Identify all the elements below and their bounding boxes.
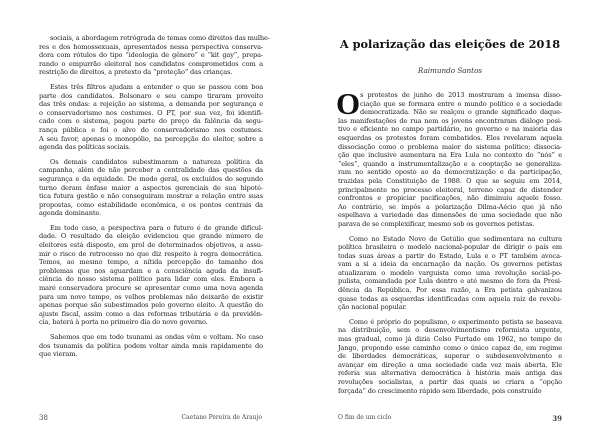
text-line: espelhava a variedade das dimensões de uma sociedade que não: [338, 211, 562, 220]
text-line: ção que inclusive aumentara na Era Lula no contexto do “nós” e: [338, 151, 562, 160]
text-line: parava de se complexificar, mesmo sob os governos petistas.: [338, 219, 535, 228]
text-line: Em todo caso, a perspectiva para o futuro é de grande dificul-: [50, 223, 263, 232]
text-line: na distribuição, sem o desenvolvimentismo reformista urgente,: [338, 326, 562, 335]
text-line: propostas, como estabilidade econômica, e os pontos centrais da: [39, 200, 263, 209]
text-line: ciência do nosso sistema político para lidar com eles. Embora a: [39, 275, 263, 284]
text-line: avançar em direção a uma sociedade cada vez mais aberta. Ele: [338, 360, 562, 369]
text-line: eleitores está disposto, em prol de determinados objetivos, a assu-: [39, 241, 263, 250]
text-line: democratizada. Não se realçou o grande significado daque-: [360, 108, 562, 117]
paragraph: [39, 224, 263, 327]
text-line: Como é próprio do populismo, o experimento petista se baseava: [349, 317, 562, 326]
text-line: sociais, a abordagem retrógrada de temas como direitos das mulhe-: [50, 34, 270, 42]
paragraph: [39, 83, 263, 152]
chapter-title: A polarização das eleições de 2018: [339, 37, 561, 51]
text-line: mas gradual, como já dizia Celso Furtado em 1962, no tempo de: [338, 335, 562, 344]
paragraph: [39, 158, 263, 218]
text-line: dissociação como o problema maior do sistema político; dissocia-: [338, 142, 562, 151]
text-line: rando o empurrão eleitoral nos candidatos comprometidos com a: [39, 59, 263, 68]
text-line: quase todas as esquerdas identificadas com aquela raiz de revolu-: [338, 294, 562, 303]
right-running-footer: O fim de um ciclo: [338, 414, 392, 421]
text-line: confrontos e propiciar pacificações, não diminuiu aquele fosso.: [338, 194, 562, 203]
text-line: dora com rótulos do tipo “ideologia de gênero” e “kit gay”, prepa-: [39, 51, 263, 60]
text-line: ajuste fiscal, assim como a das reformas tributária e da previdên-: [39, 309, 263, 318]
text-line: dos tsunamis da política podem voltar ainda mais rapidamente do: [39, 341, 263, 350]
text-line: s protestos de junho de 2013 mostraram a imensa disso-: [360, 91, 562, 99]
text-line: restrição de direitos, a pretexto da “proteção” das crianças.: [39, 68, 233, 77]
text-line: de liberdades democráticas, superar o subdesenvolvimento e: [338, 352, 562, 361]
text-line: Estes três filtros ajudam a entender o que se passou com boa: [50, 82, 263, 91]
text-line: apenas porque são subestimados pelo governo eleito. A questão do: [39, 301, 263, 310]
text-line: trazidas pela Constituição de 1988. O que se seguiu em 2014,: [338, 176, 562, 185]
text-line: atualizaram o modelo varguista como uma revolução social-po-: [338, 268, 562, 277]
text-line: política brasileira o modelo nacional-popular de dirigir o país em: [338, 243, 562, 252]
text-line: pulista, comandada por Lula dentro e até mesmo de fora da Presi-: [338, 277, 562, 286]
text-line: Como no Estado Novo de Getúlio que sedimentara na cultura: [349, 234, 562, 243]
text-line: A seu favor, apenas o monopólio, na percepção do eleitor, sobre a: [39, 134, 263, 143]
text-line: todas suas áreas a partir do Estado, Lula e o PT também avoca-: [338, 251, 562, 260]
text-line: dência da República. Por essa razão, a Era petista galvanizou: [338, 286, 562, 295]
left-running-footer: Caetano Pereira de Araujo: [181, 414, 262, 421]
text-line: cado com o sistema, pagou parte do preço da falência da segu-: [39, 117, 263, 126]
text-line: revoluções socialistas, a partir das quais se criara a “opção: [338, 378, 562, 386]
text-line: principalmente no processo eleitoral, terreno capaz de distender: [338, 185, 562, 194]
text-line: turno deram ênfase maior a aspectos gerenciais de sua hipoté-: [39, 183, 263, 192]
text-line: cia, baterá à porta no primeiro dia do novo governo.: [39, 318, 208, 327]
text-line: o conservadorismo nos costumes. O PT, por sua vez, foi identifi-: [39, 108, 263, 117]
text-line: Sabemos que em todo tsunami as ondas vêm e voltam. No caso: [50, 333, 263, 341]
text-line: agenda dominante.: [39, 209, 102, 218]
right-page-number: 39: [552, 414, 562, 423]
text-line: segurança e da equidade. De modo geral, os excluídos do segundo: [39, 174, 263, 183]
text-line: agenda das políticas sociais.: [39, 143, 131, 152]
text-line: res e dos homossexuais, apresentados nessa perspectiva conserva-: [39, 42, 263, 51]
paragraph: [39, 333, 263, 359]
text-line: parte dos candidatos. Bolsonaro e seu campo tiraram proveito: [39, 91, 263, 100]
paragraph: [338, 235, 562, 312]
text-line: das três ondas: a rejeição ao sistema, a demanda por segurança e: [39, 100, 263, 109]
text-line: Os demais candidatos subestimaram a natureza política da: [50, 157, 263, 166]
text-line: ram no sentido oposto ao da democratização e da participação,: [338, 168, 562, 177]
text-line: ção nacional popular.: [338, 303, 407, 312]
text-line: Temos, ao mesmo tempo, a nítida percepção do tamanho dos: [39, 258, 263, 267]
paragraph: [39, 34, 270, 77]
text-line: para um novo tempo, os velhos problemas não deixarão de existir: [39, 292, 263, 301]
left-page-text: [39, 34, 270, 365]
text-line: las manifestações de rua nem os jovens encontraram diálogo posi-: [338, 116, 562, 125]
text-line: referia sua alternativa democrática à história mais antiga das: [338, 369, 562, 378]
text-line: tivo e eficiente no campo partidário, no governo e na maioria das: [338, 125, 562, 134]
text-line: que vieram.: [39, 350, 78, 359]
drop-cap: O: [336, 86, 360, 121]
text-line: maré conservadora procure se apresentar como uma nova agenda: [39, 284, 263, 293]
text-line: “eles”, quando a instrumentalização e a cooptação se generaliza-: [338, 159, 562, 168]
text-line: mir o risco de retrocesso no que diz respeito à regra democrática.: [39, 249, 263, 258]
right-page-text: [336, 86, 562, 401]
text-line: campanha, além de não perceber a centralidade das questões da: [39, 166, 263, 175]
text-line: Ao contrário, se impôs a polarização Dilma-Aécio que já não: [338, 202, 562, 211]
text-line: forçada” do crescimento rápido sem liberdade, pois construído: [338, 386, 542, 395]
text-line: rança pública e foi o alvo do conservadorismo nos costumes.: [39, 125, 263, 134]
text-line: problemas que nos aguardam e a consciência aguda da insufi-: [39, 266, 263, 275]
text-line: esquerdas os protestos foram combatidos. Eles revelaram aquela: [338, 133, 562, 142]
paragraph: [336, 86, 562, 229]
text-line: tica futura gestão e não conseguiram mostrar a relação entre suas: [39, 192, 263, 201]
text-line: Jango, propondo esse caminho como o único capaz de, em regime: [338, 343, 562, 352]
paragraph: [338, 318, 562, 395]
left-page-number: 38: [39, 414, 48, 422]
text-line: ciação que se formara entre o mundo político e a sociedade: [360, 99, 562, 108]
text-line: vam a si a ideia da encarnação da nação. Os governos petistas: [338, 260, 562, 269]
chapter-author: Raimundo Santos: [417, 66, 483, 75]
text-line: dade. O resultado da eleição evidenciou que grande número de: [39, 232, 263, 241]
